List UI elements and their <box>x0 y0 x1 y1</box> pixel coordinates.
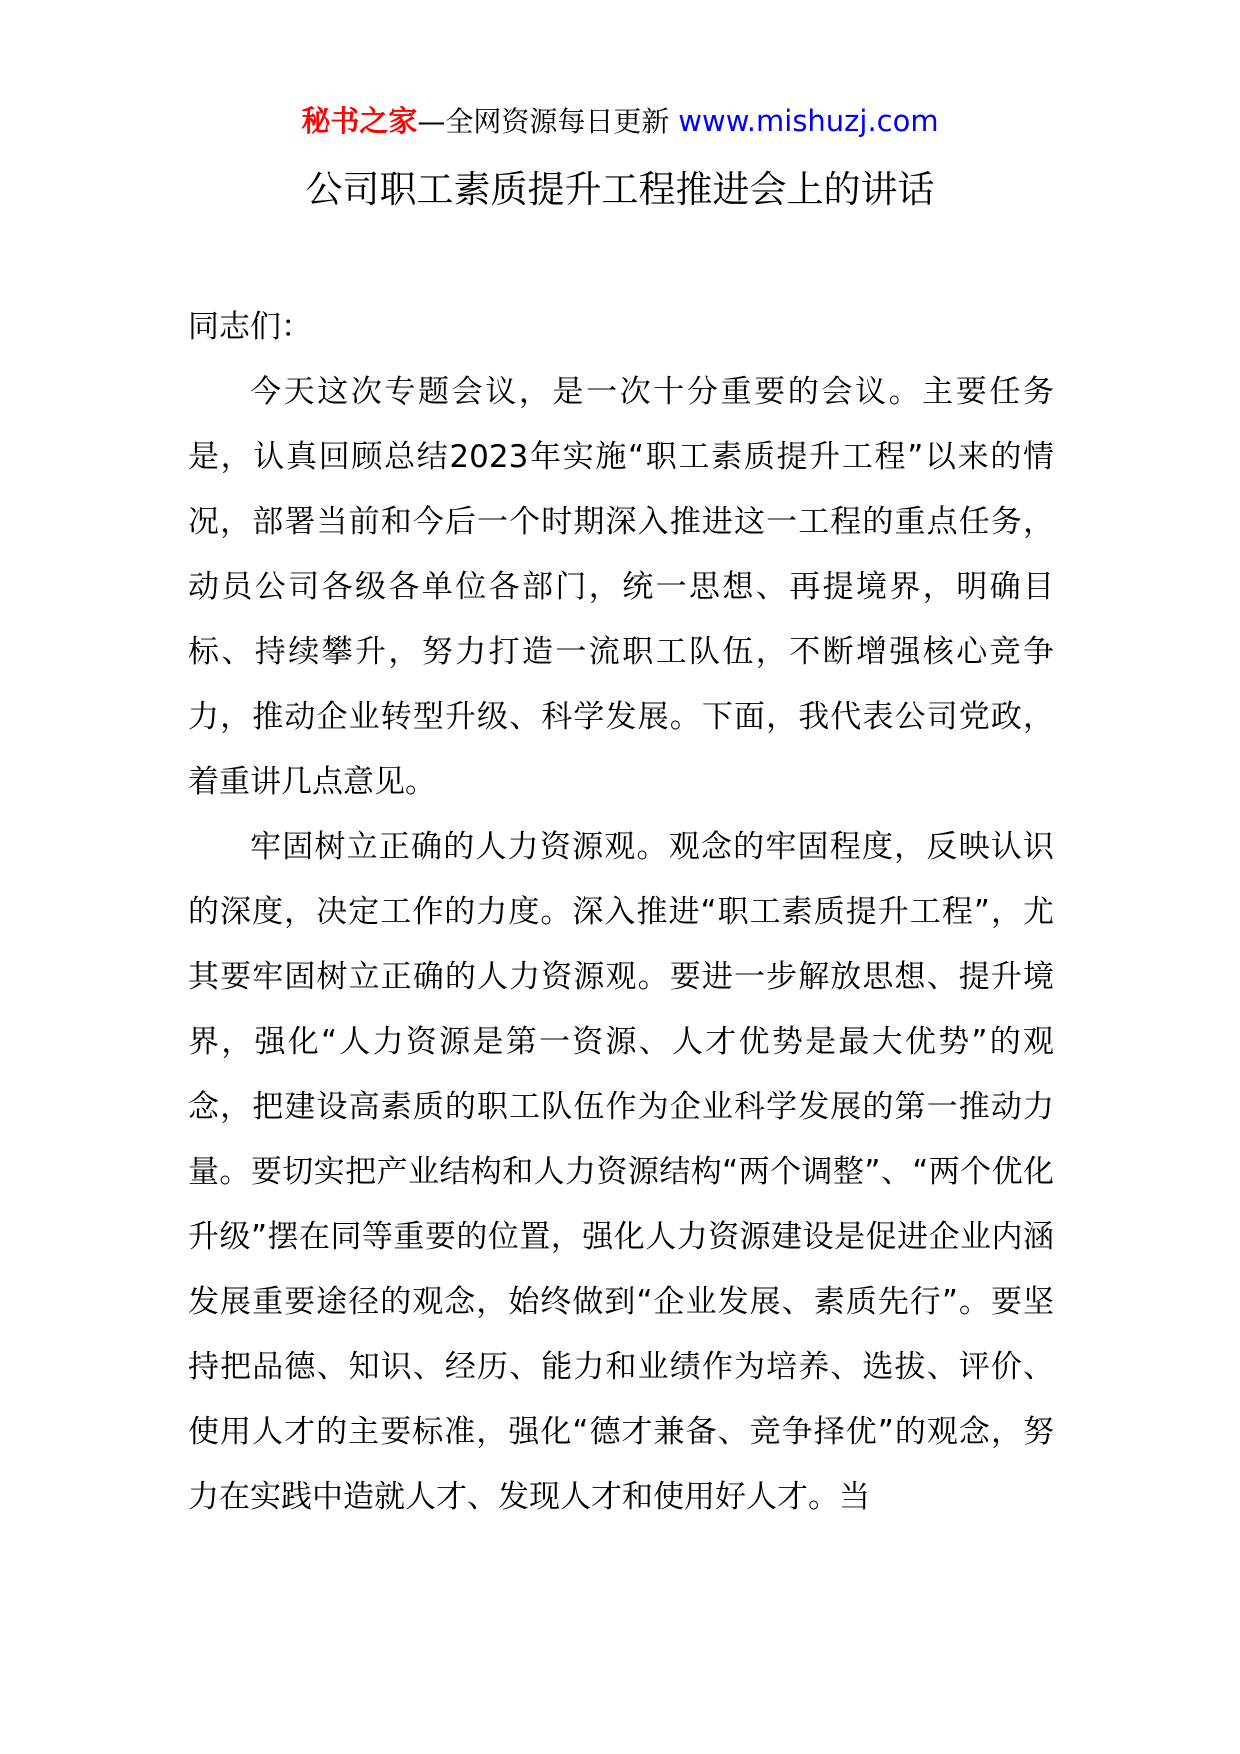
site-header <box>0 101 1240 142</box>
salutation: 同志们： <box>188 309 312 345</box>
site-tagline: —全网资源每日更新 <box>417 105 679 138</box>
site-url-link[interactable]: www.mishuzj.com <box>678 104 939 138</box>
document-title: 公司职工素质提升工程推进会上的讲话 <box>305 168 935 211</box>
document-body <box>188 295 1054 1530</box>
body-paragraph: 今天这次专题会议，是一次十分重要的会议。主要任务是，认真回顾总结2023年实施“职工素质提升工程”以来的情况，部署当前和今后一个时期深入推进这一工程的重点任务，动员公司各级各单位各部门，统一思想、再提境界，明确目标、持续攀升，努力打造一流职工队伍，不断增强核心竞争力，推动企业转型升级、科学发展。下面，我代表公司党政，着重讲几点意见。 <box>188 374 1054 800</box>
body-paragraph: 牢固树立正确的人力资源观。观念的牢固程度，反映认识的深度，决定工作的力度。深入推进“职工素质提升工程”，尤其要牢固树立正确的人力资源观。要进一步解放思想、提升境界，强化“人力资源是第一资源、人才优势是最大优势”的观念，把建设高素质的职工队伍作为企业科学发展的第一推动力量。要切实把产业结构和人力资源结构“两个调整”、“两个优化升级”摆在同等重要的位置，强化人力资源建设是促进企业内涵发展重要途径的观念，始终做到“企业发展、素质先行”。要坚持把品德、知识、经历、能力和业绩作为培养、选拔、评价、使用人才的主要标准，强化“德才兼备、竞争择优”的观念，努力在实践中造就人才、发现人才和使用好人才。当 <box>188 829 1054 1515</box>
site-brand: 秘书之家 <box>301 104 418 138</box>
